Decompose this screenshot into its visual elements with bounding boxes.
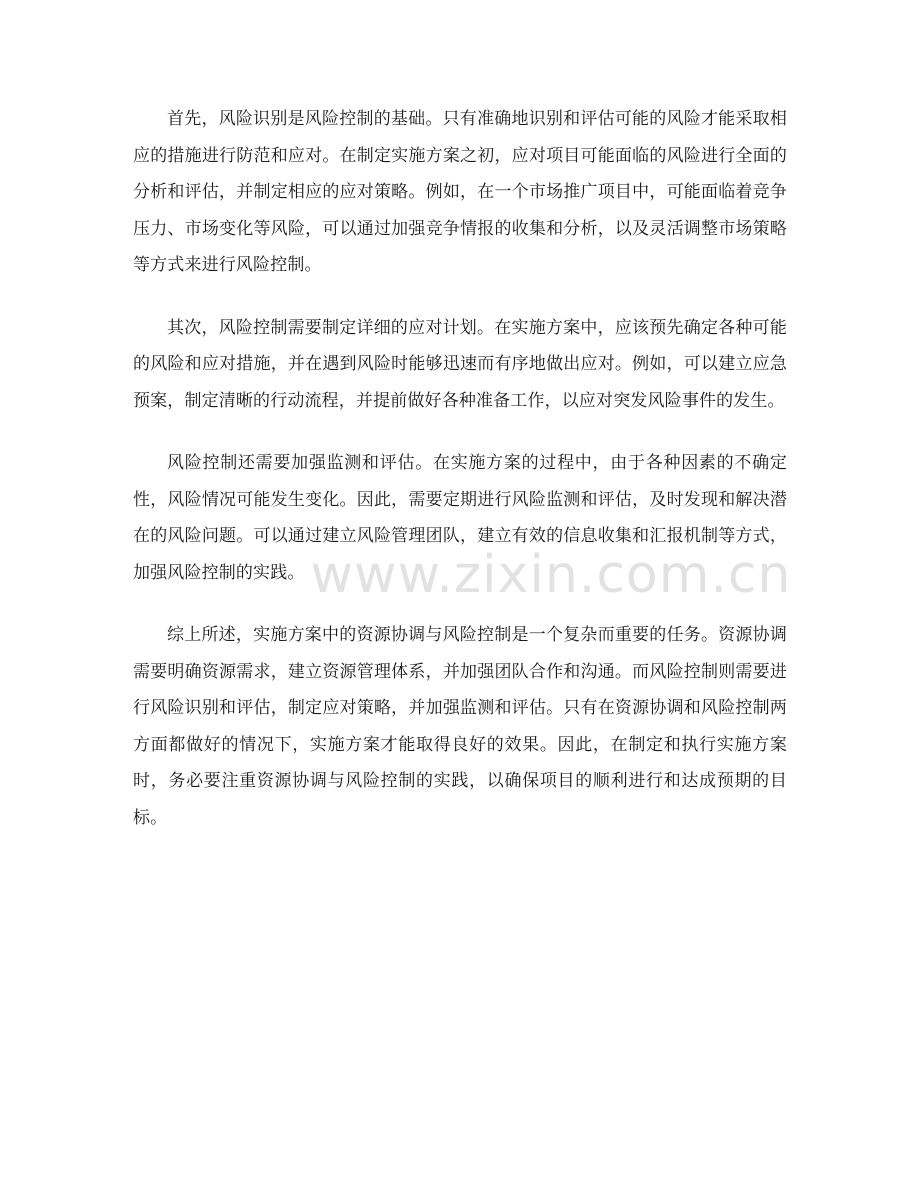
paragraph-response-plan: 其次，风险控制需要制定详细的应对计划。在实施方案中，应该预先确定各种可能的风险和应对措施，并在遇到风险时能够迅速而有序地做出应对。例如，可以建立应急预案，制定清晰的行动流程，并提前做好各种准备工作，以应对突发风险事件的发生。: [133, 317, 787, 411]
document-body: [133, 101, 787, 862]
paragraph-summary: 综上所述，实施方案中的资源协调与风险控制是一个复杂而重要的任务。资源协调需要明确资源需求，建立资源管理体系，并加强团队合作和沟通。而风险控制则需要进行风险识别和评估，制定应对策略，并加强监测和评估。只有在资源协调和风险控制两方面都做好的情况下，实施方案才能取得良好的效果。因此，在制定和执行实施方案时，务必要注重资源协调与风险控制的实践，以确保项目的顺利进行和达成预期的目标。: [133, 625, 787, 828]
paragraph-risk-identification: 首先，风险识别是风险控制的基础。只有准确地识别和评估可能的风险才能采取相应的措施进行防范和应对。在制定实施方案之初，应对项目可能面临的风险进行全面的分析和评估，并制定相应的应对策略。例如，在一个市场推广项目中，可能面临着竞争压力、市场变化等风险，可以通过加强竞争情报的收集和分析，以及灵活调整市场策略等方式来进行风险控制。: [133, 109, 787, 275]
watermark: www.zixin.com.cn: [310, 545, 792, 605]
paragraph-monitoring: 风险控制还需要加强监测和评估。在实施方案的过程中，由于各种因素的不确定性，风险情况可能发生变化。因此，需要定期进行风险监测和评估，及时发现和解决潜在的风险问题。可以通过建立风险管理团队，建立有效的信息收集和汇报机制等方式，加强风险控制的实践。: [133, 453, 787, 583]
